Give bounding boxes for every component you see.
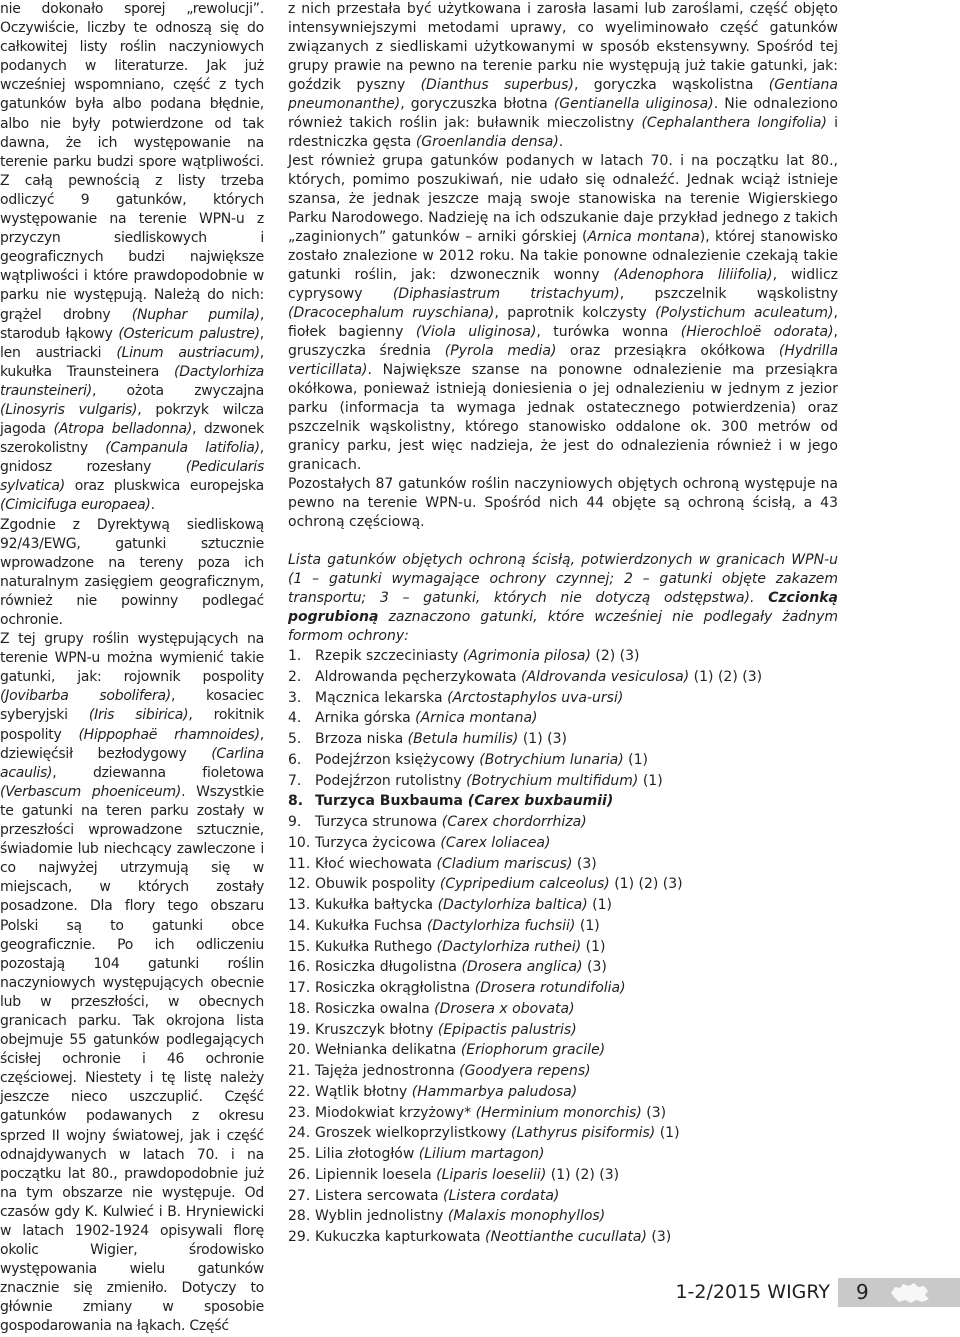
species-common-name: Turzyca życicowa	[315, 834, 441, 851]
latin-name: Arnica montana	[587, 229, 700, 245]
species-latin-name: (Carex chordorrhiza)	[441, 814, 587, 830]
species-protection-codes: (1)	[575, 917, 600, 934]
species-common-name: Arnika górska	[315, 710, 416, 727]
species-common-name: Turzyca Buxbauma	[315, 793, 468, 810]
species-item	[288, 833, 838, 854]
species-latin-name: (Eriophorum gracile)	[460, 1042, 606, 1059]
species-common-name: Wątlik błotny	[315, 1083, 412, 1100]
text-run: , widlicz cyprysowy	[288, 267, 838, 302]
species-number: 8.	[288, 793, 304, 810]
species-common-name: Lilia złotogłów	[315, 1146, 419, 1162]
species-item	[288, 957, 838, 978]
species-item	[288, 688, 838, 709]
species-item	[288, 1144, 838, 1165]
page-number-box	[838, 1278, 960, 1307]
species-latin-name: (Betula humilis)	[407, 731, 519, 747]
species-latin-name: (Aldrovanda vesiculosa)	[520, 668, 690, 685]
species-common-name: Kłoć wiechowata	[315, 855, 437, 872]
species-number: 24.	[288, 1125, 311, 1142]
species-item	[288, 771, 838, 792]
latin-name: (Ostericum palustre)	[118, 325, 260, 342]
species-latin-name: (Cladium mariscus)	[436, 855, 573, 872]
species-protection-codes: (1)	[623, 751, 648, 768]
species-item	[288, 1165, 838, 1186]
species-protection-codes: (3)	[572, 855, 597, 872]
species-latin-name: (Botrychium lunaria)	[479, 751, 624, 768]
species-item	[288, 1040, 838, 1061]
species-item	[288, 1227, 838, 1248]
latin-name: (Gentiana pneumonanthe)	[288, 77, 838, 112]
species-latin-name: (Arnica montana)	[415, 710, 538, 727]
text-run: . Nie odnaleziono również takich roślin jak: buławnik mieczolistny	[288, 96, 838, 131]
species-common-name: Obuwik pospolity	[315, 876, 440, 893]
species-number: 25.	[288, 1146, 311, 1162]
species-protection-codes: (1)	[581, 938, 606, 955]
left-column	[0, 0, 264, 1337]
species-number: 22.	[288, 1083, 311, 1100]
species-protection-codes: (1) (3)	[518, 731, 567, 747]
text-run: oraz pluskwica europejska	[64, 478, 264, 495]
species-item	[288, 1206, 838, 1227]
latin-name: (Viola uliginosa)	[415, 324, 537, 340]
species-item	[288, 978, 838, 999]
species-item	[288, 895, 838, 916]
right-column-paragraphs	[288, 0, 838, 532]
species-number: 1.	[288, 648, 302, 664]
species-item	[288, 750, 838, 771]
species-common-name: Turzyca strunowa	[315, 814, 442, 830]
species-latin-name: (Carex loliacea)	[440, 834, 551, 851]
species-item	[288, 708, 838, 729]
species-number: 6.	[288, 751, 302, 768]
species-common-name: Podejźrzon księżycowy	[315, 751, 480, 768]
text-run: , paprotnik kolczysty	[494, 305, 656, 321]
species-number: 3.	[288, 689, 302, 706]
species-item	[288, 854, 838, 875]
latin-name: (Pedicularis sylvatica)	[0, 459, 264, 495]
latin-name: (Hippophaë rhamnoides)	[78, 726, 260, 743]
species-latin-name: (Herminium monorchis)	[475, 1104, 642, 1121]
species-latin-name: (Hammarbya paludosa)	[411, 1083, 578, 1100]
species-latin-name: (Dactylorhiza baltica)	[437, 897, 588, 913]
species-common-name: Listera sercowata	[315, 1187, 444, 1204]
species-latin-name: (Dactylorhiza ruthei)	[436, 938, 582, 955]
issue-label: 1-2/2015 WIGRY	[675, 1281, 830, 1303]
species-number: 26.	[288, 1166, 311, 1183]
species-item	[288, 667, 838, 688]
species-protection-codes: (3)	[646, 1229, 672, 1245]
species-number: 11.	[288, 855, 311, 872]
species-common-name: Rosiczka długolistna	[315, 959, 462, 976]
right-paragraph	[288, 152, 838, 475]
species-protection-codes: (1)	[638, 772, 663, 789]
latin-name: (Dracocephalum ruyschiana)	[288, 305, 495, 321]
text-run: , gruszyczka średnia	[288, 324, 838, 359]
species-latin-name: (Botrychium multifidum)	[466, 772, 639, 789]
left-paragraph	[0, 0, 264, 516]
text-run: .	[558, 134, 564, 150]
species-common-name: Kukułka bałtycka	[315, 897, 438, 913]
text-run: Pozostałych 87 gatunków roślin naczyniowych objętych ochroną występuje na pewno na terenie WPN-u. Spośród nich 44 objęte są ochroną ścisłą, a 43 ochroną częściową.	[288, 476, 838, 530]
latin-name: (Hydrilla verticillata)	[288, 343, 839, 378]
latin-name: (Cimicifuga europaea)	[0, 497, 151, 514]
species-common-name: Rosiczka owalna	[315, 1000, 435, 1017]
text-run: . Wszystkie te gatunki na teren parku zostały w przeszłości wprowadzone sztucznie, świadomie lub niechcący zawleczone i co najwyżej utrzymują się w miejscach, w których zostały posadzone. Dla flory tego obszaru Polski są to gatunki obce geograficznie. Po ich odliczeniu pozostają 104 gatunki roślin naczyniowych występujących obecnie lub w przeszłości, w obecnych granicach parku. Tak okrojona lista obejmuje 55 gatunków podlegających ścisłej ochronie i 46 ochronie częściowej. Niestety i tę listę należy jeszcze nieco uszczuplić. Część gatunków podawanych z okresu sprzed II wojny światowej, jak i część odnajdywanych w latach 70. i na początku lat 80., prawdopodobnie już na tym obszarze nie występuje. Od czasów gdy K. Kulwieć i B. Hryniewicki w latach 1902-1924 opisywali florę okolic Wigier, środowisko występowania wielu gatunków znacznie się zmieniło. Dotyczy to głównie zmiany w sposobie gospodarowania na łąkach. Część	[0, 783, 264, 1335]
species-number: 23.	[288, 1104, 311, 1121]
species-protection-codes: (1)	[587, 897, 612, 913]
species-protection-codes: (3)	[641, 1104, 667, 1121]
species-common-name: Kukuczka kapturkowata	[315, 1229, 486, 1245]
latin-name: (Dactylorhiza traunsteineri)	[0, 363, 264, 399]
left-paragraph	[0, 630, 264, 1336]
species-common-name: Kruszczyk błotny	[315, 1021, 438, 1038]
latin-name: (Linum austriacum)	[116, 344, 260, 361]
text-run: , kosaciec syberyjski	[0, 688, 264, 724]
species-common-name: Kukułka Ruthego	[315, 938, 437, 955]
latin-name: (Pyrola media)	[444, 343, 557, 359]
species-latin-name: (Liparis loeselii)	[436, 1166, 547, 1183]
latin-name: (Adenophora liliifolia)	[613, 267, 773, 283]
species-number: 5.	[288, 731, 302, 747]
text-run: ), której stanowisko zostało znalezione w 2012 roku. Na takie ponowne odnalezienie czekają takie gatunki roślin, jak: dzwonecznik wonny	[288, 229, 838, 283]
species-latin-name: (Agrimonia pilosa)	[462, 648, 591, 664]
species-protection-codes: (2) (3)	[590, 648, 640, 664]
species-item	[288, 1186, 838, 1207]
species-item	[288, 999, 838, 1020]
species-item	[288, 1020, 838, 1041]
species-item	[288, 937, 838, 958]
species-number: 21.	[288, 1063, 311, 1079]
species-number: 10.	[288, 834, 311, 851]
species-number: 28.	[288, 1208, 311, 1225]
text-run: , ożota zwyczajna	[91, 382, 264, 399]
text-run: , pszczelnik wąskolistny	[619, 286, 838, 302]
left-paragraph	[0, 516, 264, 631]
species-item	[288, 812, 838, 833]
species-latin-name: (Goodyera repens)	[459, 1063, 591, 1079]
species-number: 12.	[288, 876, 311, 893]
latin-name: (Diphasiastrum tristachyum)	[392, 286, 620, 302]
latin-name: (Groenlandia densa)	[415, 134, 559, 150]
text-run: Jest również grupa gatunków podanych w latach 70. i na początku lat 80., których, pomimo poszukiwań, nie udało się odnaleźć. Jednak wciąż istnieje szansa, że jednak jeszcze mają swoje stanowiska na terenie Wigierskiego Parku Narodowego. Nadzieję na ich odszukanie daje przykład jednego z takich „zaginionych” gatunków – arniki górskiej (	[288, 153, 838, 245]
species-protection-codes: (3)	[582, 959, 607, 976]
latin-name: (Jovibarba sobolifera)	[0, 688, 172, 705]
latin-name: (Polystichum aculeatum)	[655, 305, 834, 321]
species-number: 13.	[288, 897, 311, 913]
species-latin-name: (Listera cordata)	[443, 1187, 560, 1204]
latin-name: Lista gatunków objętych ochroną ścisłą, potwierdzonych w granicach WPN-u (1 – gatunki wymagające ochrony czynnej; 2 – gatunki objęte zakazem transportu; 3 – gatunki, których nie dotyczą odstępstwa).	[288, 552, 838, 606]
species-latin-name: (Lathyrus pisiformis)	[510, 1125, 656, 1142]
text-run: oraz przesiąkra okółkowa	[556, 343, 779, 359]
text-run: , len austriacki	[0, 325, 264, 361]
species-common-name: Miodokwiat krzyżowy*	[315, 1104, 476, 1121]
page-footer	[668, 1278, 960, 1307]
species-item	[288, 646, 838, 667]
text-run: , dziewanna fioletowa	[52, 764, 264, 781]
species-common-name: Rosiczka okrągłolistna	[315, 980, 475, 996]
species-latin-name: (Carex buxbaumii)	[467, 793, 614, 810]
species-number: 18.	[288, 1000, 311, 1017]
species-common-name: Mącznica lekarska	[315, 689, 448, 706]
species-number: 19.	[288, 1021, 311, 1038]
latin-name: (Hierochloë odorata)	[680, 324, 834, 340]
species-list-intro	[288, 551, 838, 646]
species-number: 7.	[288, 772, 302, 789]
species-protection-codes: (1) (2) (3)	[609, 876, 683, 893]
species-item	[288, 791, 838, 812]
park-map-silhouette-icon	[888, 1281, 932, 1305]
text-run: , kukułka Traunsteinera	[0, 344, 264, 380]
species-number: 14.	[288, 917, 311, 934]
text-run: , fiołek bagienny	[288, 305, 838, 340]
species-common-name: Wyblin jednolistny	[315, 1208, 448, 1225]
species-common-name: Tajęża jednostronna	[315, 1063, 460, 1079]
latin-name: (Verbascum phoeniceum)	[0, 783, 182, 800]
species-item	[288, 1061, 838, 1082]
species-protection-codes: (1)	[655, 1125, 680, 1142]
text-run: , pokrzyk wilcza jagoda	[0, 401, 264, 438]
text-run: Z tej grupy roślin występujących na terenie WPN-u można wymienić takie gatunki, jak: rojownik pospolity	[0, 631, 264, 686]
species-latin-name: (Malaxis monophyllos)	[447, 1208, 606, 1225]
latin-name: (Cephalanthera longifolia)	[641, 115, 827, 131]
latin-name: (Nuphar pumila)	[131, 306, 260, 323]
latin-name: (Carlina acaulis)	[0, 745, 264, 781]
species-latin-name: (Drosera x obovata)	[434, 1000, 575, 1017]
text-run: , dziewięćsił bezłodygowy	[0, 726, 264, 762]
protected-species-list	[288, 646, 838, 1248]
text-run: .	[150, 497, 155, 514]
species-common-name: Wełnianka delikatna	[315, 1042, 461, 1059]
text-run: , starodub łąkowy	[0, 306, 265, 342]
species-common-name: Groszek wielkoprzylistkowy	[315, 1125, 511, 1142]
species-common-name: Aldrowanda pęcherzykowata	[315, 668, 521, 685]
species-number: 15.	[288, 938, 311, 955]
right-paragraph	[288, 0, 838, 152]
species-number: 2.	[288, 668, 302, 685]
species-latin-name: (Dactylorhiza fuchsii)	[426, 917, 576, 934]
species-item	[288, 729, 838, 750]
species-item	[288, 916, 838, 937]
text-run: , turówka wonna	[536, 324, 681, 340]
text-run: nie dokonało sporej „rewolucji”. Oczywiście, liczby te odnoszą się do całkowitej listy roślin naczyniowych podanych w literaturze. Jak już wcześniej wspomniano, część z tych gatunków była albo podana błędnie, albo nie były potwierdzone od tak dawna, że ich występowanie na terenie parku budzi spore wątpliwości. Z całą pewnością z listy trzeba odliczyć 9 gatunków, których występowanie na terenie WPN-u z przyczyn siedliskowych i geograficznych budzi największe wątpliwości i które prawdopodobnie w parku nie występują. Należą do nich: grążel drobny	[0, 1, 264, 323]
species-number: 9.	[288, 814, 302, 830]
species-latin-name: (Drosera rotundifolia)	[474, 980, 626, 996]
text-run: , goryczka wąskolistna	[573, 77, 769, 93]
latin-name: (Dianthus superbus)	[420, 77, 574, 93]
latin-name: (Atropa belladonna)	[53, 421, 193, 438]
species-number: 20.	[288, 1042, 311, 1059]
right-paragraph	[288, 475, 838, 532]
species-item	[288, 1103, 838, 1124]
species-latin-name: (Drosera anglica)	[461, 959, 583, 976]
species-item	[288, 1123, 838, 1144]
species-item	[288, 1082, 838, 1103]
species-latin-name: (Arctostaphylos uva-ursi)	[447, 689, 624, 706]
text-run: , goryczuszka błotna	[400, 96, 554, 112]
species-number: 16.	[288, 959, 311, 976]
species-common-name: Rzepik szczeciniasty	[315, 648, 463, 664]
text-run: . Największe szanse na ponowne odnalezienie ma przesiąkra okółkowa, ponieważ istnieją doniesienia o jej odnalezieniu w jednym z jezior parku (informacja ta wymaga jednak ostatecznego potwierdzenia) oraz pszczelnik wąskolistny, którego stanowisko oddalone ok. 300 metrów od granicy parku, jest więc nadzieja, że jest do odnalezienia również i w jego granicach.	[288, 362, 838, 473]
species-common-name: Podejźrzon rutolistny	[315, 772, 467, 789]
text-run: i rdestniczka gęsta	[288, 115, 839, 150]
species-common-name: Lipiennik loesela	[315, 1166, 437, 1183]
species-latin-name: (Cypripedium calceolus)	[439, 876, 610, 893]
latin-name: zaznaczono gatunki, które wcześniej nie podlegały żadnym formom ochrony:	[288, 609, 838, 644]
species-protection-codes: (1) (2) (3)	[546, 1166, 620, 1183]
species-latin-name: (Neottianthe cucullata)	[485, 1229, 647, 1245]
species-common-name: Brzoza niska	[315, 731, 408, 747]
species-number: 29.	[288, 1229, 311, 1245]
text-run: z nich przestała być użytkowana i zarosła lasami lub zaroślami, część objęto intensywniejszymi metodami uprawy, co wyeliminowało część gatunków związanych z siedliskami użytkowanymi w sposób ekstensywny. Spośród tej grupy prawie na pewno na terenie parku nie występują już takie gatunki, jak: goździk pyszny	[288, 1, 838, 93]
latin-name: (Gentianella uliginosa)	[553, 96, 714, 112]
species-number: 4.	[288, 710, 302, 727]
species-common-name: Kukułka Fuchsa	[315, 917, 427, 934]
species-item	[288, 874, 838, 895]
latin-name: Czcionką pogrubioną	[288, 590, 838, 625]
latin-name: (Linosyris vulgaris)	[0, 401, 138, 418]
page-number: 9	[856, 1280, 869, 1304]
latin-name: (Campanula latifolia)	[105, 440, 260, 457]
text-run: , rokitnik pospolity	[0, 707, 264, 743]
text-run: Zgodnie z Dyrektywą siedliskową 92/43/EWG, gatunki sztucznie wprowadzone na tereny poza ich naturalnym zasięgiem geograficznym, również nie powinny podlegać ochronie.	[0, 516, 264, 628]
species-number: 27.	[288, 1187, 311, 1204]
species-number: 17.	[288, 980, 311, 996]
species-protection-codes: (1) (2) (3)	[689, 668, 763, 685]
text-run: , gnidosz rozesłany	[0, 440, 264, 476]
species-latin-name: (Lilium martagon)	[418, 1146, 545, 1162]
latin-name: (Iris sibirica)	[88, 707, 189, 724]
species-latin-name: (Epipactis palustris)	[437, 1021, 577, 1038]
right-column	[288, 0, 838, 1248]
text-run: , dzwonek szerokolistny	[0, 421, 264, 457]
